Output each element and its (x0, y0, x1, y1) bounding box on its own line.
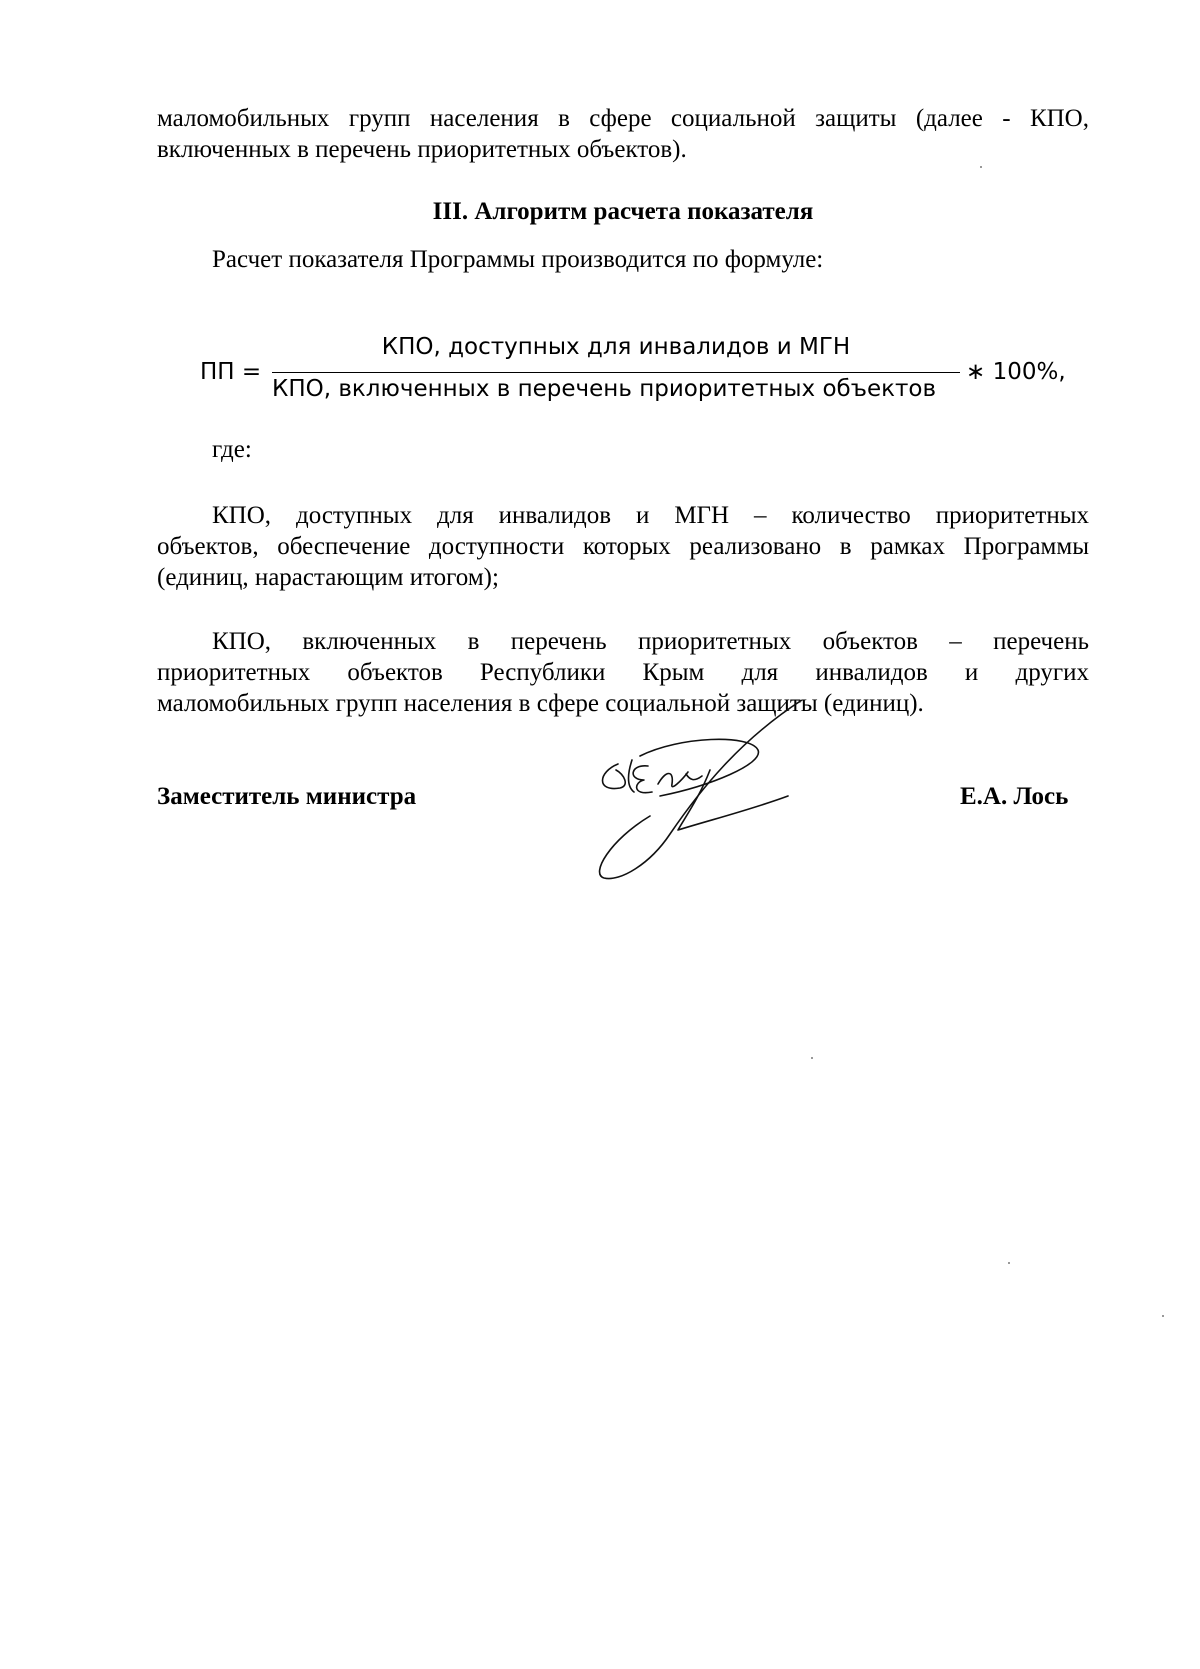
section-heading: III. Алгоритм расчета показателя (432, 198, 814, 225)
paragraph-line: маломобильных групп населения в сфере социальной защиты (далее - КПО, (157, 105, 1089, 132)
definition-1 (157, 500, 1089, 593)
definition-line: объектов, обеспечение доступности которых реализовано в рамках Программы (157, 533, 1089, 560)
paragraph-continuation (157, 103, 1089, 165)
formula-numerator: КПО, доступных для инвалидов и МГН (381, 334, 851, 360)
definition-line: маломобильных групп населения в сфере социальной защиты (единиц). (157, 690, 924, 717)
scan-speck (1162, 1315, 1164, 1317)
formula-rhs: ∗ 100%, (966, 359, 1066, 385)
formula-lhs: ПП = (200, 359, 262, 385)
definition-line: КПО, доступных для инвалидов и МГН – количество приоритетных (212, 502, 1089, 529)
signatory-name: Е.А. Лось (960, 783, 1069, 810)
scan-speck (1008, 1262, 1010, 1264)
intro-text: Расчет показателя Программы производится по формуле: (212, 246, 824, 273)
handwritten-signature (590, 700, 810, 885)
fraction-bar (272, 372, 960, 373)
signatory-title: Заместитель министра (157, 783, 417, 810)
scan-speck (811, 1057, 813, 1059)
definition-line: приоритетных объектов Республики Крым для инвалидов и других (157, 659, 1089, 686)
definition-line: (единиц, нарастающим итогом); (157, 564, 499, 591)
where-label: где: (212, 436, 252, 463)
definition-line: КПО, включенных в перечень приоритетных объектов – перечень (212, 628, 1089, 655)
formula (200, 334, 1070, 414)
paragraph-line: включенных в перечень приоритетных объектов). (157, 136, 687, 163)
formula-denominator: КПО, включенных в перечень приоритетных объектов (272, 376, 937, 402)
scan-speck (980, 166, 982, 168)
